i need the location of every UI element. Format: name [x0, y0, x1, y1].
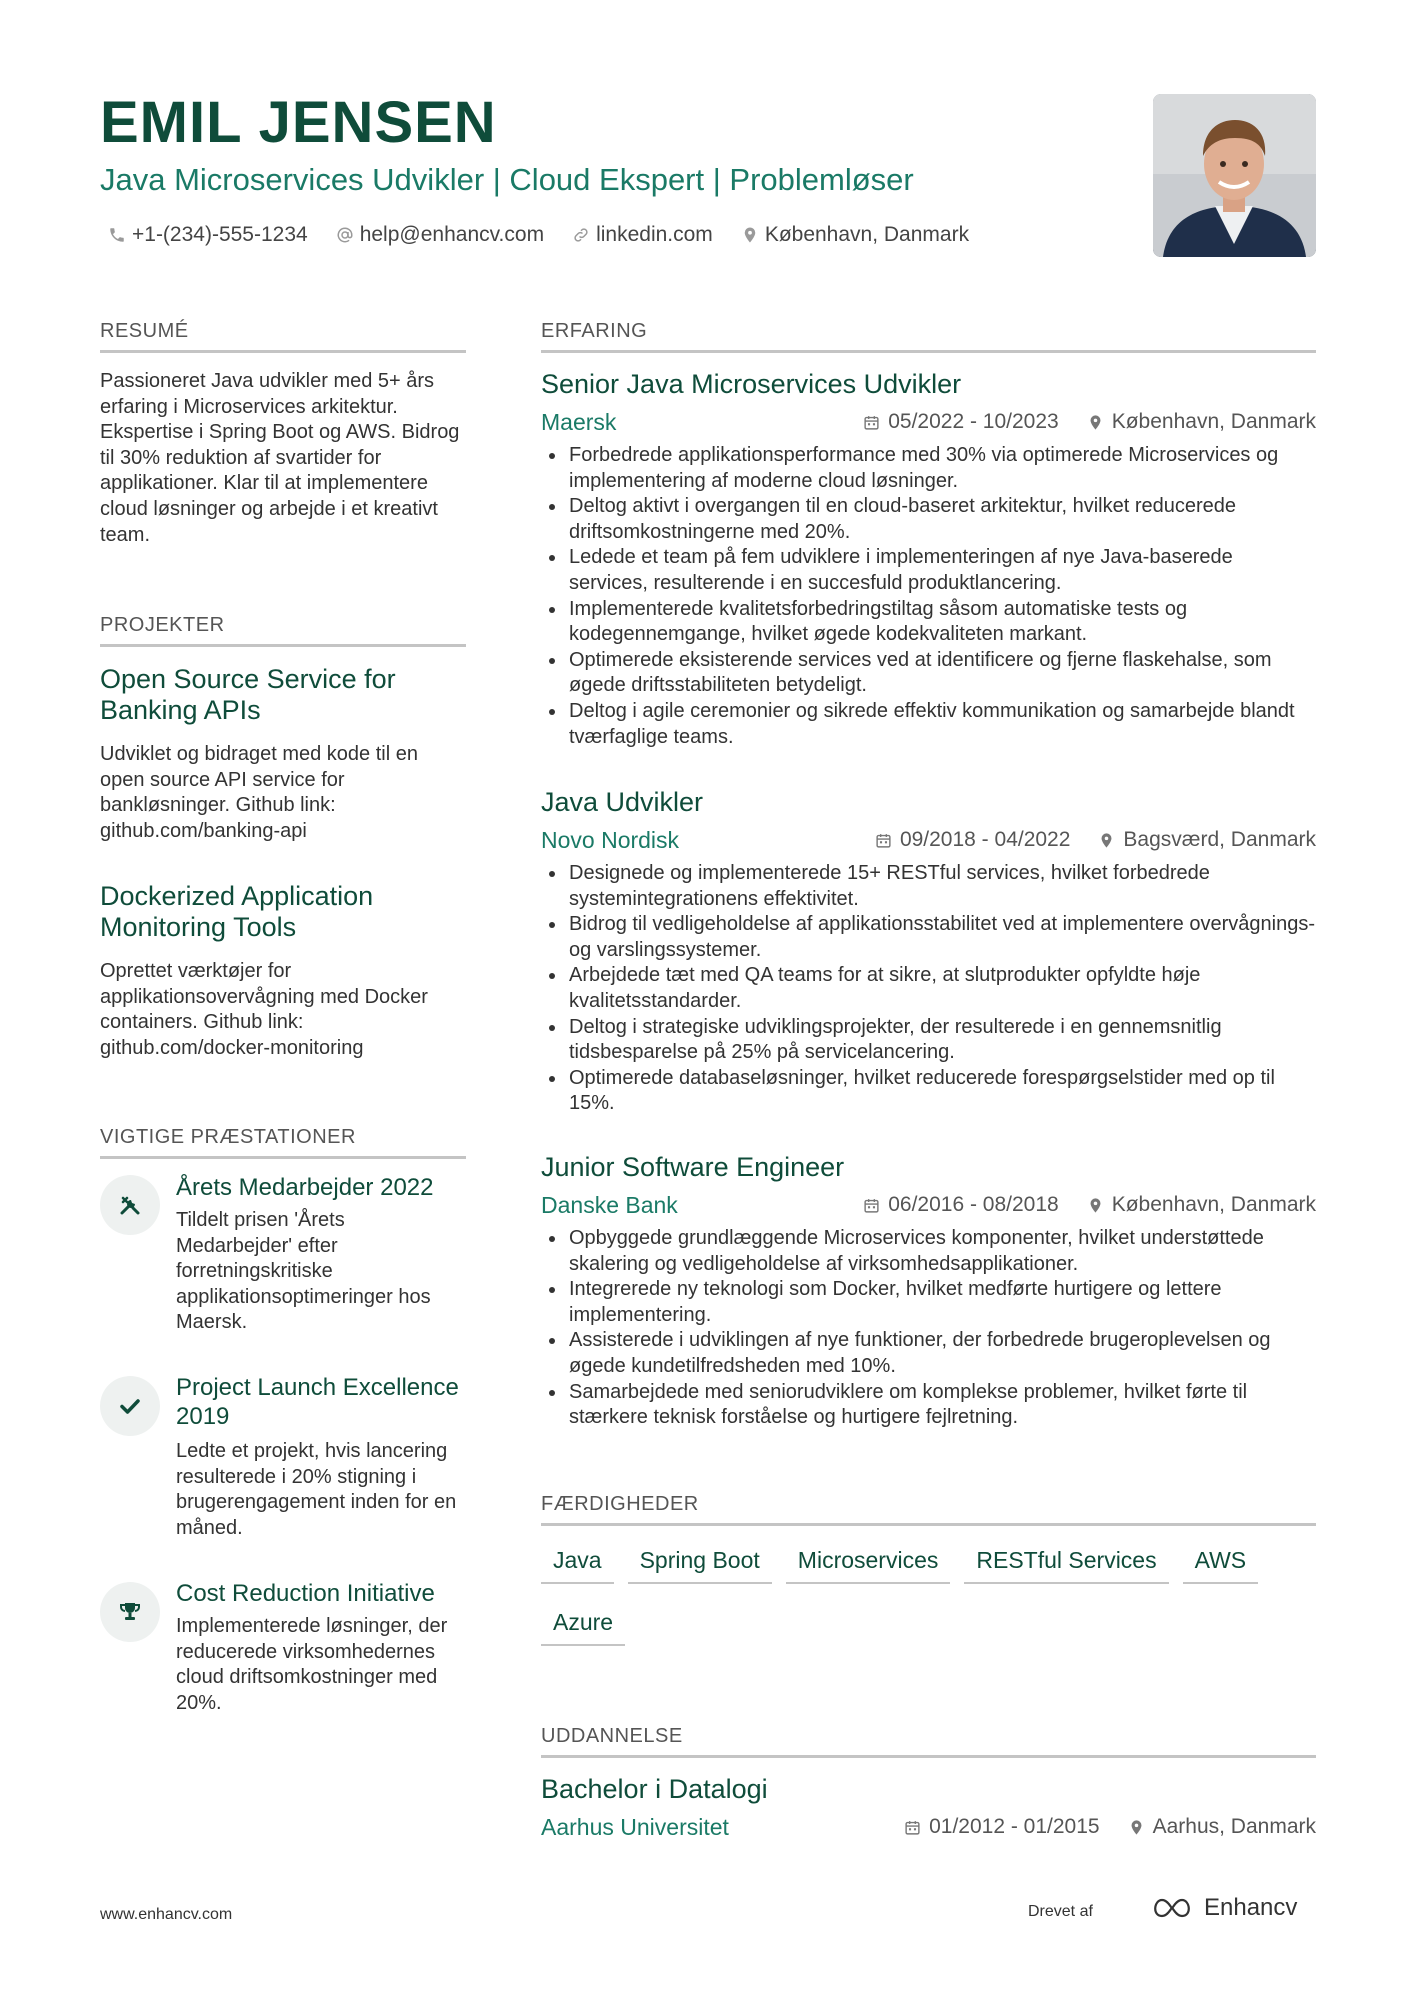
location-pin-icon	[1098, 832, 1115, 849]
skill-tag: RESTful Services	[964, 1540, 1168, 1584]
education-location	[1128, 1812, 1316, 1842]
location-pin-icon	[1087, 414, 1104, 431]
job-title: Junior Software Engineer	[541, 1152, 845, 1182]
calendar-icon	[863, 414, 880, 431]
contact-linkedin[interactable]	[572, 220, 713, 250]
enhancv-logo-icon	[1148, 1895, 1196, 1921]
bullet-item: Implementerede kvalitetsforbedringstiltag såsom automatiske tests og kodegennemgange, hvilket øgede kodekvaliteten markant.	[541, 597, 1316, 648]
section-title-skills: FÆRDIGHEDER	[541, 1491, 1316, 1526]
skill-tag: AWS	[1183, 1540, 1259, 1584]
achievement-icon	[100, 1376, 160, 1436]
calendar-icon	[904, 1819, 921, 1836]
check-icon	[118, 1394, 142, 1418]
school-name: Aarhus Universitet	[541, 1814, 729, 1840]
company-name: Maersk	[541, 409, 617, 435]
location-pin-icon	[1087, 1197, 1104, 1214]
section-title-education: UDDANNELSE	[541, 1723, 1316, 1758]
bullet-item: Samarbejdede med seniorudviklere om komplekse problemer, hvilket førte til stærkere teknisk forståelse og hurtigere fejlretning.	[541, 1380, 1316, 1431]
location-text: København, Danmark	[764, 223, 970, 246]
achievement-icon	[100, 1175, 160, 1235]
section-title-achievements: VIGTIGE PRÆSTATIONER	[100, 1124, 466, 1159]
job-bullets	[541, 443, 1316, 750]
bullet-item: Optimerede eksisterende services ved at identificere og fjerne flaskehalse, som øgede driftsstabiliteten betydeligt.	[541, 648, 1316, 699]
job-dates	[875, 825, 1070, 855]
achievement-icon	[100, 1582, 160, 1642]
bullet-item: Optimerede databaseløsninger, hvilket reducerede forespørgselstider med op til 15%.	[541, 1066, 1316, 1117]
job-location-text: København, Danmark	[1111, 1193, 1316, 1216]
achievement-title: Cost Reduction Initiative	[176, 1580, 435, 1607]
company-name: Novo Nordisk	[541, 827, 680, 853]
contact-email[interactable]	[336, 220, 544, 250]
section-title-projects: PROJEKTER	[100, 612, 466, 647]
phone-icon	[108, 226, 126, 244]
job-location	[1087, 1190, 1316, 1220]
job-bullets	[541, 861, 1316, 1117]
job-location-text: København, Danmark	[1111, 410, 1316, 433]
job-dates-text: 09/2018 - 04/2022	[899, 828, 1071, 851]
candidate-headline: Java Microservices Udvikler | Cloud Ekspert | Problemløser	[100, 162, 914, 197]
job-title: Java Udvikler	[541, 787, 704, 817]
achievement-title: Project Launch Excellence 2019	[176, 1374, 459, 1430]
job-location	[1098, 825, 1316, 855]
bullet-item: Forbedrede applikationsperformance med 30% via optimerede Microservices og implementering af moderne cloud løsninger.	[541, 443, 1316, 494]
education-location-text: Aarhus, Danmark	[1152, 1815, 1316, 1838]
achievement-description: Ledte et projekt, hvis lancering resulterede i 20% stigning i brugerengagement inden for en måned.	[176, 1440, 457, 1539]
footer-brand-logo[interactable]	[1148, 1894, 1297, 1922]
job-dates-text: 06/2016 - 08/2018	[888, 1193, 1059, 1216]
project-description: Udviklet og bidraget med kode til en open source API service for bankløsninger. Github link: github.com/banking-api	[100, 743, 418, 842]
brand-name: Enhancv	[1204, 1894, 1298, 1921]
bullet-item: Arbejdede tæt med QA teams for at sikre, at slutprodukter opfyldte høje kvalitetsstandarder.	[541, 963, 1316, 1014]
section-title-experience: ERFARING	[541, 318, 1316, 353]
achievement-description: Implementerede løsninger, der reducerede virksomhedernes cloud driftsomkostninger med 20%.	[176, 1615, 448, 1714]
profile-photo	[1153, 94, 1316, 257]
skill-tag: Microservices	[786, 1540, 951, 1584]
linkedin-text: linkedin.com	[596, 223, 713, 246]
education-meta	[904, 1812, 1316, 1842]
company-name: Danske Bank	[541, 1192, 678, 1218]
job-bullets	[541, 1226, 1316, 1431]
phone-text: +1-(234)-555-1234	[132, 223, 308, 246]
achievement-description: Tildelt prisen 'Årets Medarbejder' efter forretningskritiske applikationsoptimeringer hos Maersk.	[176, 1209, 431, 1334]
job-location	[1087, 407, 1316, 437]
contact-location	[741, 220, 969, 250]
project-title: Dockerized Application Monitoring Tools	[100, 881, 374, 942]
education-dates-text: 01/2012 - 01/2015	[929, 1815, 1100, 1838]
tools-icon	[118, 1193, 142, 1217]
job-location-text: Bagsværd, Danmark	[1123, 828, 1316, 851]
bullet-item: Bidrog til vedligeholdelse af applikationsstabilitet ved at implementere overvågnings- og varslingssystemer.	[541, 912, 1316, 963]
section-title-summary: RESUMÉ	[100, 318, 466, 353]
job-meta	[875, 825, 1316, 855]
education-dates	[904, 1812, 1099, 1842]
footer-website[interactable]: www.enhancv.com	[100, 1906, 233, 1923]
footer-powered-by: Drevet af	[1028, 1903, 1093, 1920]
job-dates	[863, 407, 1058, 437]
job-meta	[863, 407, 1316, 437]
bullet-item: Integrerede ny teknologi som Docker, hvilket medførte hurtigere og lettere implementering.	[541, 1277, 1316, 1328]
bullet-item: Designede og implementerede 15+ RESTful services, hvilket forbedrede systemintegrationens effektivitet.	[541, 861, 1316, 912]
bullet-item: Opbyggede grundlæggende Microservices komponenter, hvilket understøttede skalering og vedligeholdelse af virksomhedsapplikationer.	[541, 1226, 1316, 1277]
degree-title: Bachelor i Datalogi	[541, 1774, 768, 1804]
candidate-name: EMIL JENSEN	[100, 90, 497, 155]
skill-tag: Azure	[541, 1602, 625, 1646]
bullet-item: Deltog i strategiske udviklingsprojekter, der resulterede i en gennemsnitlig tidsbesparelse på 25% på servicelancering.	[541, 1015, 1316, 1066]
job-title: Senior Java Microservices Udvikler	[541, 369, 962, 399]
contact-phone[interactable]	[108, 220, 308, 250]
calendar-icon	[863, 1197, 880, 1214]
skill-tag: Java	[541, 1540, 614, 1584]
job-dates	[863, 1190, 1058, 1220]
email-text: help@enhancv.com	[359, 223, 545, 246]
skills-list	[541, 1540, 1316, 1646]
bullet-item: Assisterede i udviklingen af nye funktioner, der forbedrede brugeroplevelsen og øgede kundetilfredsheden med 10%.	[541, 1328, 1316, 1379]
trophy-icon	[118, 1600, 142, 1624]
achievement-title: Årets Medarbejder 2022	[176, 1174, 434, 1201]
link-icon	[572, 226, 590, 244]
summary-text: Passioneret Java udvikler med 5+ års erfaring i Microservices arkitektur. Ekspertise i Spring Boot og AWS. Bidrog til 30% reduktion af svartider for applikationer. Klar til at implementere cloud løsninger og arbejde i et kreativt team.	[100, 370, 460, 546]
project-description: Oprettet værktøjer for applikationsovervågning med Docker containers. Github link: github.com/docker-monitoring	[100, 960, 428, 1059]
location-pin-icon	[741, 226, 759, 244]
job-dates-text: 05/2022 - 10/2023	[888, 410, 1059, 433]
calendar-icon	[875, 832, 892, 849]
job-meta	[863, 1190, 1316, 1220]
bullet-item: Deltog aktivt i overgangen til en cloud-baseret arkitektur, hvilket reducerede driftsomkostningerne med 20%.	[541, 494, 1316, 545]
skill-tag: Spring Boot	[628, 1540, 772, 1584]
contact-bar	[108, 220, 969, 250]
project-title: Open Source Service for Banking APIs	[100, 664, 396, 725]
bullet-item: Ledede et team på fem udviklere i implementeringen af nye Java-baserede services, resulterende i en succesfuld produktlancering.	[541, 545, 1316, 596]
at-icon	[336, 226, 354, 244]
location-pin-icon	[1128, 1819, 1145, 1836]
bullet-item: Deltog i agile ceremonier og sikrede effektiv kommunikation og samarbejde blandt tværfaglige teams.	[541, 699, 1316, 750]
